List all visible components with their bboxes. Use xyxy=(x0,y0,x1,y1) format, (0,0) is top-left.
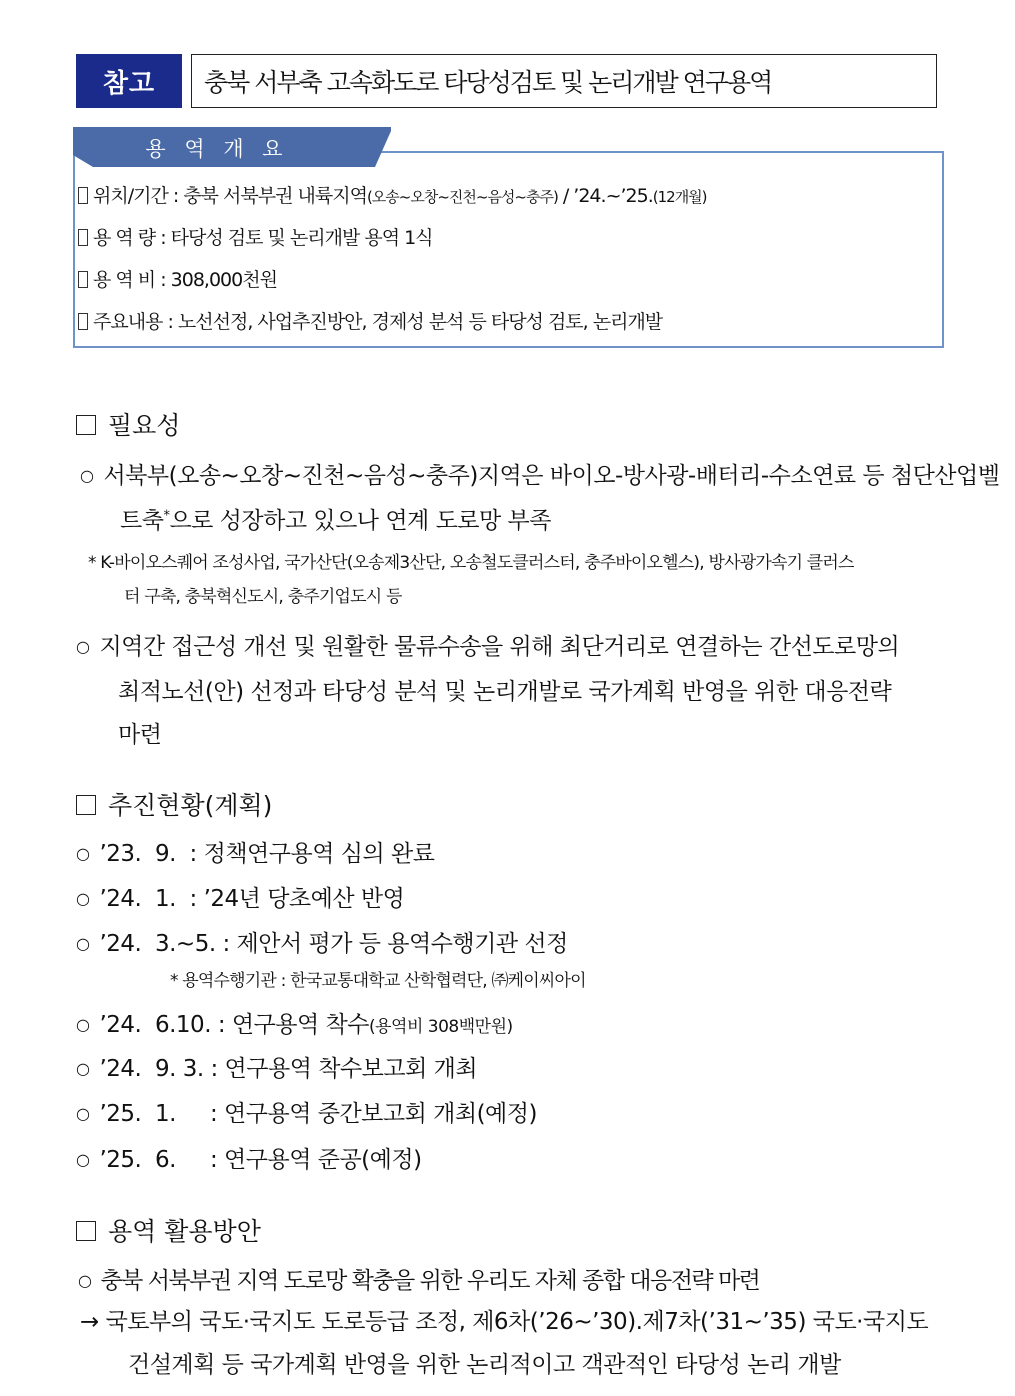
circle-bullet-icon: ○ xyxy=(78,1271,91,1290)
section-utilization-heading: 용역 활용방안 xyxy=(76,1212,261,1248)
necessity-note-line2: 터 구축, 충북혁신도시, 충주기업도시 등 xyxy=(124,587,402,607)
circle-bullet-icon: ○ xyxy=(76,1150,90,1169)
overview-line-location: 위치/기간 : 충북 서북부권 내륙지역(오송~오창~진천~음성~충주) / ’24.~’25.(12개월) xyxy=(78,181,707,208)
circle-bullet-icon: ○ xyxy=(76,934,90,953)
progress-item: ○ ’25. 6. : 연구용역 준공(예정) xyxy=(76,1147,422,1173)
progress-item: ○ ’24. 6.10. : 연구용역 착수(용역비 308백만원) xyxy=(76,1012,513,1038)
utilization-arrow-line2: 건설계획 등 국가계획 반영을 위한 논리적이고 객관적인 타당성 논리 개발 xyxy=(128,1352,841,1378)
progress-item: ○ ’23. 9. : 정책연구용역 심의 완료 xyxy=(76,841,435,867)
section-necessity-heading: 필요성 xyxy=(76,406,180,442)
progress-item: ○ ’25. 1. : 연구용역 중간보고회 개최(예정) xyxy=(76,1101,537,1127)
reference-tag: 참고 xyxy=(76,54,182,108)
checkbox-icon xyxy=(78,229,88,246)
circle-bullet-icon: ○ xyxy=(76,844,90,863)
circle-bullet-icon: ○ xyxy=(76,889,90,908)
square-bullet-icon xyxy=(76,415,96,435)
necessity-item2-line3: 마련 xyxy=(118,722,162,748)
circle-bullet-icon: ○ xyxy=(76,1015,90,1034)
utilization-arrow-line1: → 국토부의 국도·국지도 도로등급 조정, 제6차(’26~’30).제7차(’31~’35) 국도·국지도 xyxy=(80,1309,929,1335)
necessity-item2-line2: 최적노선(안) 선정과 타당성 분석 및 논리개발로 국가계획 반영을 위한 대응전략 xyxy=(118,679,892,705)
overview-line-contents: 주요내용 : 노선선정, 사업추진방안, 경제성 분석 등 타당성 검토, 논리개발 xyxy=(78,307,662,334)
section-progress-heading: 추진현황(계획) xyxy=(76,786,272,822)
progress-item: ○ ’24. 3.~5. : 제안서 평가 등 용역수행기관 선정 xyxy=(76,931,568,957)
progress-item: ○ ’24. 1. : ’24년 당초예산 반영 xyxy=(76,886,405,912)
overview-tab-label: 용 역 개 요 xyxy=(145,137,289,161)
checkbox-icon xyxy=(78,313,88,330)
necessity-item1-line1: ○ 서북부(오송~오창~진천~음성~충주)지역은 바이오-방사광-배터리-수소연료 등 첨단산업벨 xyxy=(80,463,1000,489)
progress-item: ○ ’24. 9. 3. : 연구용역 착수보고회 개최 xyxy=(76,1056,478,1082)
overview-line-volume: 용 역 량 : 타당성 검토 및 논리개발 용역 1식 xyxy=(78,223,433,250)
checkbox-icon xyxy=(78,271,88,288)
utilization-item1: ○ 충북 서북부권 지역 도로망 확충을 위한 우리도 자체 종합 대응전략 마련 xyxy=(78,1268,760,1294)
circle-bullet-icon: ○ xyxy=(76,1104,90,1123)
square-bullet-icon xyxy=(76,795,96,815)
checkbox-icon xyxy=(78,187,88,204)
progress-note: * 용역수행기관 : 한국교통대학교 산학협력단, ㈜케이씨아이 xyxy=(170,971,586,991)
circle-bullet-icon: ○ xyxy=(76,637,90,656)
document-title: 충북 서부축 고속화도로 타당성검토 및 논리개발 연구용역 xyxy=(191,54,937,108)
necessity-item1-line2: 트축*으로 성장하고 있으나 연계 도로망 부족 xyxy=(120,508,551,534)
square-bullet-icon xyxy=(76,1221,96,1241)
necessity-item2-line1: ○ 지역간 접근성 개선 및 원활한 물류수송을 위해 최단거리로 연결하는 간선도로망의 xyxy=(76,634,900,660)
overview-line-cost: 용 역 비 : 308,000천원 xyxy=(78,265,277,292)
necessity-note-line1: * K-바이오스퀘어 조성사업, 국가산단(오송제3산단, 오송철도클러스터, 충주바이오헬스), 방사광가속기 클러스 xyxy=(88,553,854,573)
circle-bullet-icon: ○ xyxy=(80,466,94,485)
circle-bullet-icon: ○ xyxy=(76,1059,90,1078)
